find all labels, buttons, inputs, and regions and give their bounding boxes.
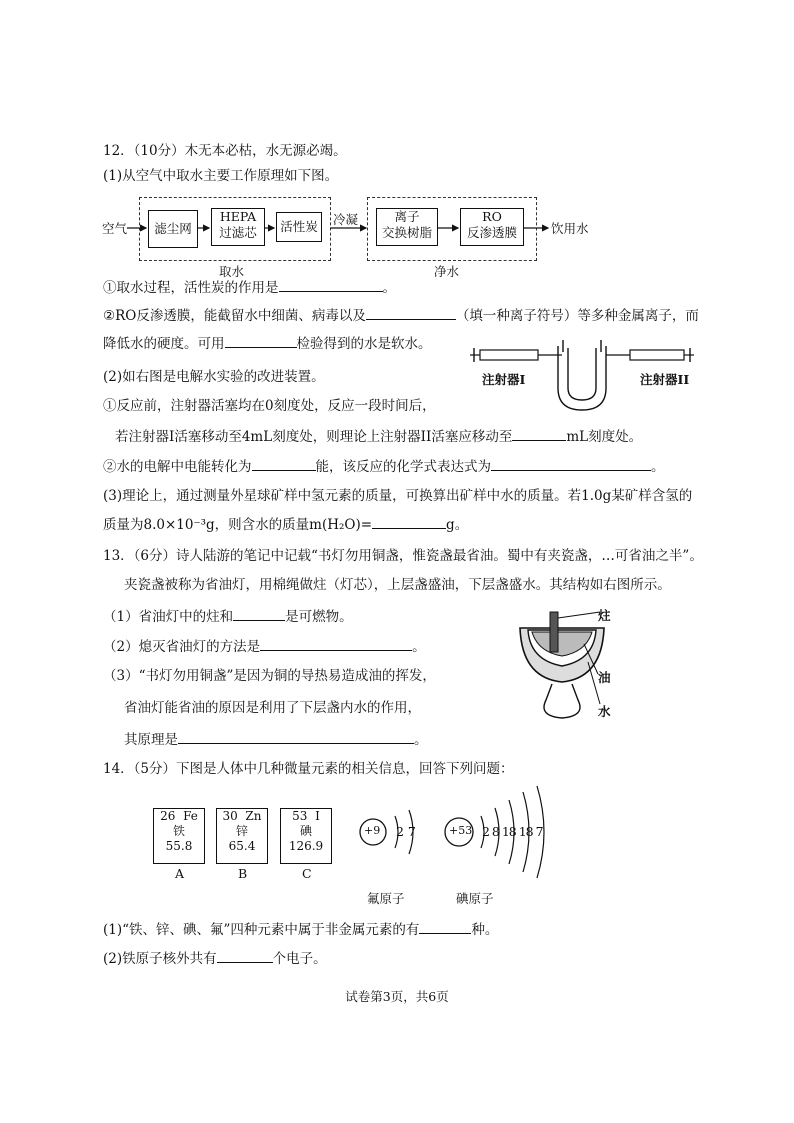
- q12-part1: (1)从空气中取水主要工作原理如下图。: [103, 168, 339, 184]
- flow-output: 饮用水: [551, 221, 589, 236]
- f-nucleus: +9: [364, 824, 381, 837]
- lamp-label-water: 水: [598, 704, 611, 719]
- q12-r2: 若注射器I活塞移动至4mL刻度处，则理论上注射器II活塞应移动至 mL刻度处。: [115, 426, 642, 447]
- q12-title: 12．（10分）木无本必枯，水无源必竭。: [103, 143, 347, 159]
- card-tag-b: B: [238, 866, 248, 881]
- q12-r1: ①反应前，注射器活塞均在0刻度处，反应一段时间后，: [103, 398, 436, 414]
- syringe-1-label: 注射器I: [482, 372, 526, 387]
- flow-cond-label: 冷凝: [333, 212, 359, 227]
- lamp-label-wick: 炷: [598, 608, 611, 623]
- flow-box-ion: 离子 交换树脂: [376, 208, 438, 246]
- flow-box-ro: RO 反渗透膜: [460, 208, 524, 246]
- q12-s1: ①取水过程，活性炭的作用是 。: [103, 277, 396, 298]
- q12-r3: ②水的电解中电能转化为 能，该反应的化学式表达式为 。: [103, 456, 665, 477]
- flow-input: 空气: [102, 221, 128, 236]
- q13-i3c: 其原理是 。: [124, 729, 428, 750]
- f-shells: 2 7: [396, 824, 416, 839]
- q13-i1: （1）省油灯中的炷和 是可燃物。: [103, 606, 353, 627]
- flow-box-carbon: 活性炭: [276, 212, 322, 242]
- f-atom-label: 氟原子: [367, 891, 405, 906]
- card-tag-a: A: [175, 866, 185, 881]
- q13-intro: 夹瓷盏被称为省油灯，用棉绳做炷（灯芯），上层盏盛油，下层盏盛水。其结构如右图所示。: [124, 577, 671, 593]
- q14-a1: (1)“铁、锌、碘、氟”四种元素中属于非金属元素的有 种。: [103, 919, 498, 940]
- flow-arrows: [0, 0, 794, 300]
- element-card-zn: 30 Zn 锌 65.4: [216, 808, 268, 864]
- group-label-2: 净水: [434, 264, 460, 279]
- flow-box-dust: 滤尘网: [148, 210, 198, 248]
- group-label-1: 取水: [219, 264, 245, 279]
- q12-part3: (3)理论上，通过测量外星球矿样中氢元素的质量，可换算出矿样中水的质量。若1.0g某矿样含氢的: [103, 488, 693, 504]
- q12-part3-cont: 质量为8.0×10⁻³g，则含水的质量m(H₂O)= g。: [103, 514, 468, 535]
- i-nucleus: +53: [449, 824, 473, 837]
- q14-a2: (2)铁原子核外共有 个电子。: [103, 948, 327, 969]
- flow-box-hepa: HEPA 过滤芯: [211, 208, 265, 246]
- q12-s2: ②RO反渗透膜，能截留水中细菌、病毒以及 （填一种离子符号）等多种金属离子，而: [103, 305, 699, 326]
- i-atom-label: 碘原子: [456, 891, 494, 906]
- element-card-i: 53 I 碘 126.9: [280, 808, 332, 864]
- page-footer: 试卷第3页，共6页: [345, 989, 449, 1004]
- q12-part2: (2)如右图是电解水实验的改进装置。: [103, 369, 325, 385]
- q13-i2: （2）熄灭省油灯的方法是 。: [103, 636, 426, 657]
- q14-title: 14．（5分）下图是人体中几种微量元素的相关信息，回答下列问题：: [103, 761, 514, 777]
- element-card-fe: 26 Fe 铁 55.8: [153, 808, 205, 864]
- i-shells: 2 8 18 18 7: [482, 824, 543, 839]
- oil-lamp-drawing: [510, 600, 630, 730]
- q13-i3b: 省油灯能省油的原因是利用了下层盏内水的作用，: [124, 700, 421, 716]
- q12-s2-cont: 降低水的硬度。可用 检验得到的水是软水。: [103, 333, 432, 354]
- q13-i3: （3）“书灯勿用铜盏”是因为铜的导热易造成油的挥发，: [103, 668, 436, 684]
- card-tag-c: C: [302, 866, 312, 881]
- q13-title: 13．（6分）诗人陆游的笔记中记载“书灯勿用铜盏，惟瓷盏最省油。蜀中有夹瓷盏，…可省油之半”。: [103, 548, 703, 564]
- lamp-label-oil: 油: [598, 670, 611, 685]
- syringe-2-label: 注射器II: [640, 372, 690, 387]
